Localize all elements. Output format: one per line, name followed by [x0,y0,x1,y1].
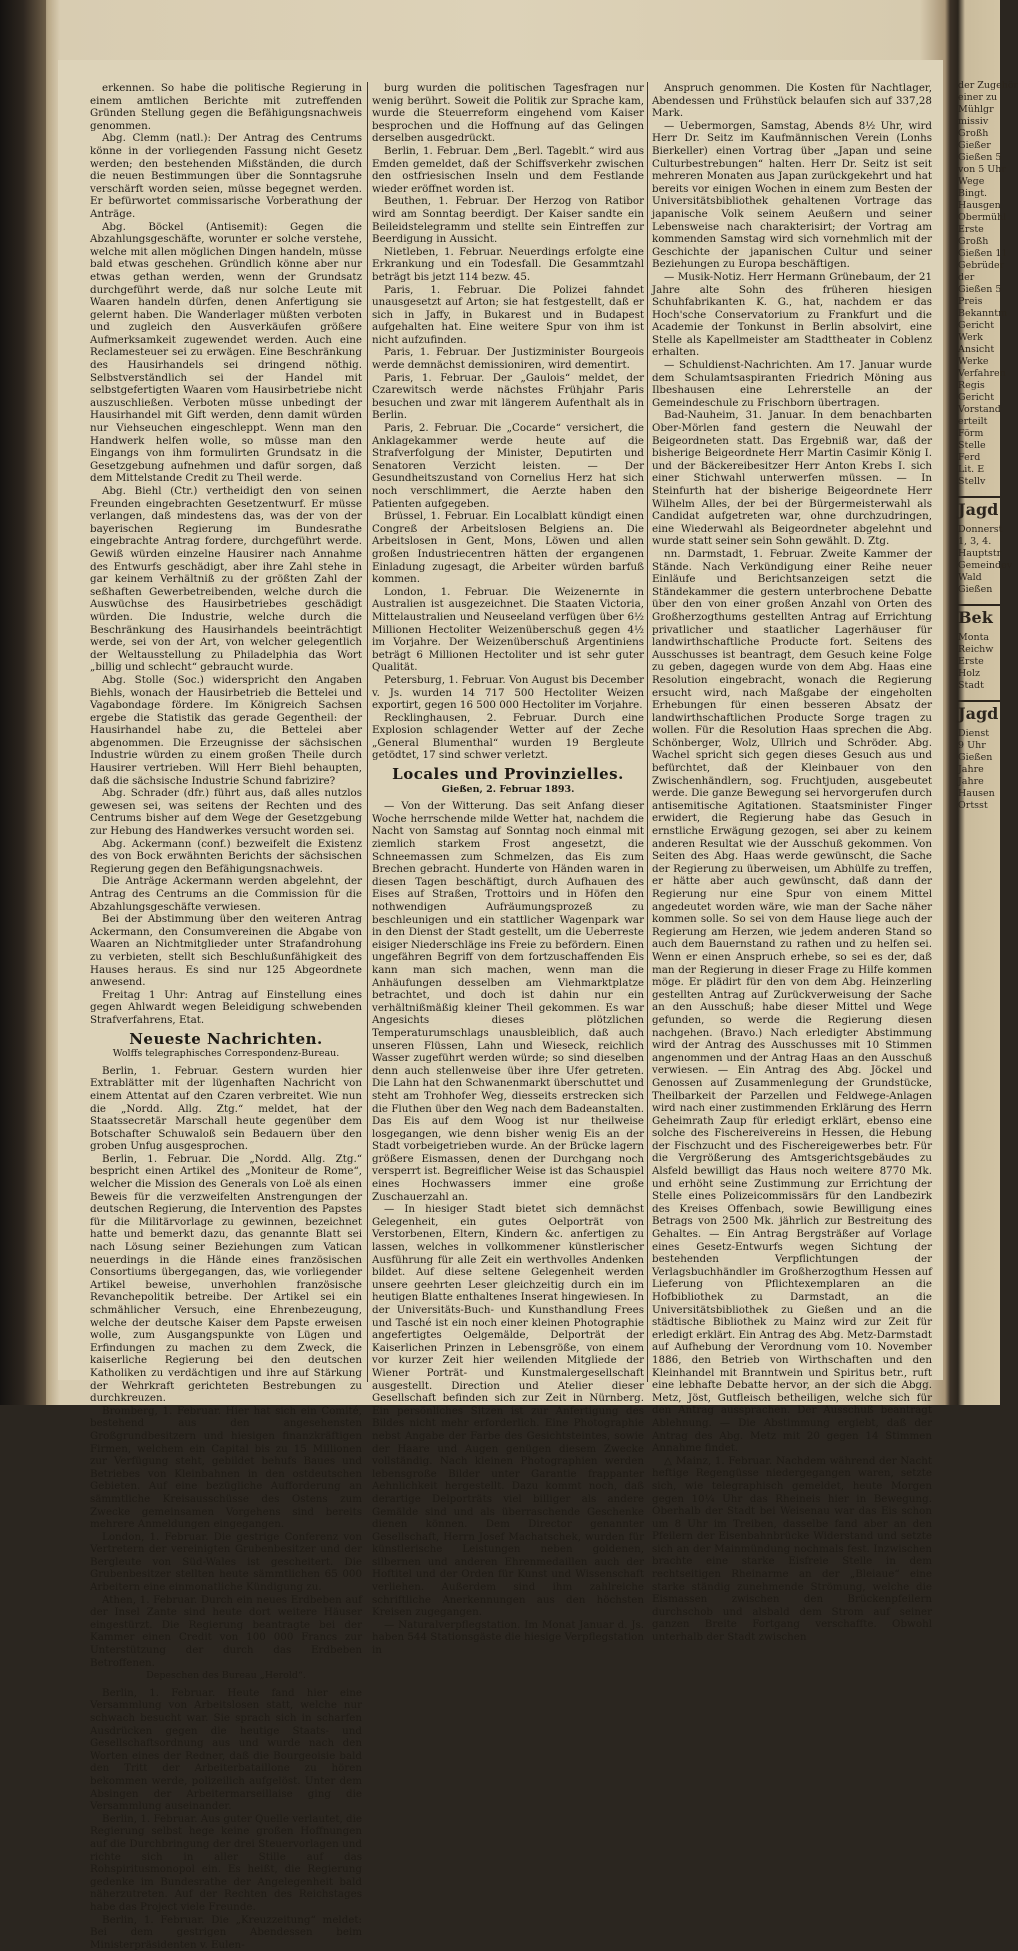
adjacent-line: Verfahren [958,368,1000,380]
local-item: Bad-Nauheim, 31. Januar. In dem benachbarten Ober-Mörlen fand gestern die Neuwahl der Beigeordneten statt. Das Ergebniß war, daß der bisherige Beigeordnete Herr Martin Casimir König I. und der Bäckereibesitzer Herr Anton Krebs I. sich einer Stichwahl unterwerfen müssen. — In Steinfurth hat der bisherige Beigeordnete Herr Wilhelm Alles, der bei der Bürgermeisterwahl als Candidat aufgetreten war, ohne durchzudringen, eine Wiederwahl als Beigeordneter abgelehnt und wurde statt seiner sein Sohn gewählt. D. Ztg. [652,409,932,548]
news-item: Bromberg, 1. Februar. Hier hat sich ein Comité, bestehend aus den angesehensten Großgrundbesitzern und hiesigen finanzkräftigen Firmen, welchem ein Capital bis zu 15 Millionen zur Verfügung steht, gebildet behufs Baues und Betriebes von Kleinbahnen in den ostdeutschen Gebieten. Auf eine bezügliche Aufforderung an sämmtliche Kreisausschüsse des Ostens zum Zwecke gemeinsamen Vorgehens sind bereits mehrere Anmeldungen eingegangen. [90,1405,362,1531]
adjacent-line: Bekanntm [958,308,1000,320]
local-item: — Musik-Notiz. Herr Hermann Grünebaum, der 21 Jahre alte Sohn des früheren hiesigen Schuhfabrikanten K. G., hat, nachdem er das Hoch'sche Conservatorium zu Frankfurt und die Academie der Tonkunst in Berlin absolvirt, eine Stelle als Kapellmeister am Stadttheater in Coblenz erhalten. [652,271,932,359]
adjacent-line: Holz [958,668,1000,680]
news-item: Berlin, 1. Februar. Gestern wurden hier Extrablätter mit der lügenhaften Nachricht von einem Attentat auf den Czaren verbreitet. Wie nun die „Nordd. Allg. Ztg.“ meldet, hat der Staatssecretär Marschall heute gegenüber dem Botschafter Schuwaloß sein Bedauern über den groben Unfug ausgesprochen. [90,1065,362,1153]
adjacent-line: Ansicht [958,344,1000,356]
column-1 [90,82,362,1392]
adjacent-line: Regis [958,380,1000,392]
adjacent-page-lines [958,80,1000,488]
news-item: Nietleben, 1. Februar. Neuerdings erfolgte eine Erkrankung und ein Todesfall. Die Gesammtzahl beträgt bis jetzt 114 bezw. 45. [372,246,644,284]
adjacent-page-lines [958,524,1000,596]
adjacent-line: Stadt [958,680,1000,692]
adjacent-line: der Zugehör [958,80,1000,92]
adjacent-line: Erste [958,224,1000,236]
adjacent-line: Gebrüder [958,260,1000,272]
adjacent-line: Obermühl [958,212,1000,224]
local-item: — In hiesiger Stadt bietet sich demnächst Gelegenheit, ein gutes Oelporträt von Verstorbenen, Eltern, Kindern &c. anfertigen zu lassen, welches in vollkommener künstlerischer Ausführung für alle Zeit ein werthvolles Andenken bildet. Auf diese seltene Gelegenheit werden unsere geehrten Leser gleichzeitig durch ein im heutigen Blatte enthaltenes Inserat hingewiesen. In der Universitäts-Buch- und Kunsthandlung Frees und Tasché ist ein noch einer kleinen Photographie angefertigtes Oelgemälde, Delporträt der Kaiserlichen Prinzen in Lebensgröße, von einem vor kurzer Zeit hier weilenden Mitgliede der Wiener Porträt- und Kunstmalergesellschaft ausgestellt. Direction und Atelier dieser Gesellschaft befinden sich zur Zeit in Nürnberg. Ein persönliches Sitzen ist zur Anfertigung des Bildes nicht mehr erforderlich. Eine Photographie nebst Angabe der Farbe des Gesichtsteintes, sowie der Haare und Augen genügen diesem Zwecke vollständig. Nach kleinen Photographien werden lebensgroße Bilder unter Garantie frappanter Aehnlichkeit hergestellt. Dazu kommt noch, daß derartige Delporträts viel billiger als andere Gemälde sind und als überraschende Geschenke dienen können. Dem Director genannter Gesellschaft, Herrn Josef Machatschek, wurden für künstlerische Leistungen neben goldenen, silbernen und anderen Ehrenmedaillen auch der Hoftitel und der Orden für Kunst und Wissenschaft verliehen. Außerdem sind ihm zahlreiche schriftliche Anerkennungen aus den höchsten Kreisen zugegangen. [372,1203,644,1619]
adjacent-line: Donnerst [958,524,1000,536]
news-item: London, 1. Februar. Die Weizenernte in Australien ist ausgezeichnet. Die Staaten Victoria, Mittelaustralien und Neuseeland verfügen über 6½ Millionen Hectoliter Weizenüberschuß gegen 4½ im Vorjahre. Der Weizenüberschuß Argentiniens beträgt 6 Millionen Hectoliter und ist sehr guter Qualität. [372,586,644,674]
column-rule-1 [367,82,368,1382]
paragraph: Freitag 1 Uhr: Antrag auf Einstellung eines gegen Ahlwardt wegen Beleidigung schwebenden Strafverfahrens, Etat. [90,989,362,1027]
adjacent-line: Förm [958,428,1000,440]
adjacent-line: Gericht [958,392,1000,404]
book-binding [0,0,46,1405]
adjacent-line: Ortsst [958,800,1000,812]
adjacent-line: 1, 3, 4. [958,536,1000,548]
adjacent-line: Mühlgr [958,104,1000,116]
local-item: — Von der Witterung. Das seit Anfang dieser Woche herrschende milde Wetter hat, nachdem die Nacht von Samstag auf Sonntag noch einmal mit ziemlich starkem Frost angesetzt, die Schneemassen zum Schmelzen, das Eis zum Brechen gebracht. Hunderte von Händen waren in diesen Tagen beschäftigt, durch Aufhauen des Eises auf Straßen, Trottoirs und in Höfen den nothwendigen Aufräumungsprozeß zu beschleunigen und ein stattlicher Wagenpark war in den Dienst der Stadt gestellt, um die Ueberreste eisiger Niederschläge ins Freie zu befördern. Einen ungefähren Begriff von dem fortzuschaffenden Eis kann man sich machen, wenn man die Anhäufungen desselben am Viehmarktplatze betrachtet, und doch ist dahin nur ein verhältnißmäßig kleiner Theil gekommen. Es war Angesichts dieses plötzlichen Temperaturumschlags unausbleiblich, daß auch unseren Flüssen, Lahn und Wieseck, reichlich Wasser zugeführt werden würde; so sind dieselben denn auch stellenweise über ihre Ufer getreten. Die Lahn hat den Schwanenmarkt überschuttet und steht am Trohhofer Weg, diesseits erstrecken sich die Fluthen über den Weg nach dem Badeanstalten. Das Eis auf dem Woog ist nur theilweise losgegangen, wie denn bisher wenig Eis an der Stadt vorbeigetrieben wurde. An der Brücke lagern größere Eismassen, denen der Durchgang noch versperrt ist. Begreiflicher Weise ist das Schauspiel eines Hochwassers immer eine große Zuschauerzahl an. [372,800,644,1203]
news-item: Brüssel, 1. Februar. Ein Localblatt kündigt einen Congreß der Arbeitslosen Belgiens an. Die Arbeitslosen in Gent, Mons, Löwen und allen großen Industriecentren hätten der ergangenen Einladung zugesagt, die Arbeiter würden barfuß kommen. [372,510,644,586]
adjacent-line: einer zu [958,92,1000,104]
column-2 [372,82,644,1392]
adjacent-line: Großh [958,236,1000,248]
paragraph: Abg. Biehl (Ctr.) vertheidigt den von seinen Freunden eingebrachten Gesetzentwurf. Er müsse verlangen, daß mindestens das, was der von der bayerischen Regierung im Bundesrathe eingebrachte Antrag fordere, durchgeführt werde. Gewiß würden einzelne Hausirer nach Annahme des Entwurfs geschädigt, aber ihre Zahl stehe in gar keinem Verhältniß zu der größten Zahl der seßhaften Gewerbetreibenden, welche durch die Auswüchse des Hausirbetriebes geschädigt würden. Die Industrie, welche durch die Beschränkung des Hausirhandels beeinträchtigt werde, sei von der Art, von welcher gelegentlich der Weltausstellung zu Philadelphia das Wort „billig und schlecht“ gebraucht wurde. [90,485,362,674]
adjacent-line: Werk [958,332,1000,344]
adjacent-line: Gericht [958,320,1000,332]
news-item: Paris, 1. Februar. Der „Gaulois“ meldet, der Czarewitsch werde nächstes Frühjahr Paris besuchen und zwar mit längerem Aufenthalt als in Berlin. [372,372,644,422]
news-item: Athen, 1. Februar. Durch ein neues Erdbeben auf der Insel Zante sind heute dort weitere Häuser eingestürzt. Die Regierung beantragte bei der Kammer einen Credit von 100 000 Francs zur Unterstützung der durch das Erdbeben Betroffenen. [90,1594,362,1670]
adjacent-line: von 5 Uhr [958,164,1000,176]
news-item: Beuthen, 1. Februar. Der Herzog von Ratibor wird am Sonntag beerdigt. Der Kaiser sandte ein Beileidstelegramm und stellte sein Eintreffen zur Beerdigung in Aussicht. [372,195,644,245]
adjacent-line: Gemeindev [958,560,1000,572]
paragraph: Die Anträge Ackermann werden abgelehnt, der Antrag des Centrums an die Commission für die Abzahlungsgeschäfte verwiesen. [90,875,362,913]
adjacent-line: Werke [958,356,1000,368]
adjacent-heading: Jagd [958,700,1000,724]
adjacent-line: Jahre [958,764,1000,776]
adjacent-line: Vorstand [958,404,1000,416]
news-item: Berlin, 1. Februar. Dem „Berl. Tageblt.“ wird aus Emden gemeldet, daß der Schiffsverkehr zwischen den ostfriesischen Inseln und dem Festlande wieder eröffnet worden ist. [372,145,644,195]
adjacent-page-lines [958,728,1000,812]
adjacent-line: Erste [958,656,1000,668]
dateline: Gießen, 2. Februar 1893. [372,784,644,797]
paragraph: Abg. Stolle (Soc.) widerspricht den Angaben Biehls, wonach der Hausirbetrieb die Bettelei und Vagabondage fördere. Im Königreich Sachsen ergebe die Statistik das gerade Gegentheil: der Hausirhandel habe zu, die Bettelei aber abgenommen. Die Erzeugnisse der sächsischen Industrie würden zu einem großen Theile durch Hausirer vertrieben. Will Herr Biehl behaupten, daß die sächsische Industrie Schund fabrizire? [90,674,362,787]
adjacent-line: Gießen [958,584,1000,596]
adjacent-line: Großh [958,128,1000,140]
column-rule-2 [647,82,648,1382]
adjacent-line: der [958,272,1000,284]
adjacent-line: Jahre [958,776,1000,788]
news-item: London, 1. Februar. Die gestrige Conferenz von Vertretern der vereinigten Grubenbesitzer und der Bergleute von Süd-Wales ist gescheitert. Die Grubenbesitzer stellten heute sämmtlichen 65 000 Arbeitern eine einmonatliche Kündigung zu. [90,1531,362,1594]
news-item: Berlin, 1. Februar. Die „Kreuzzeitung“ meldet: Bei dem gestrigen Abendessen beim Ministerpräsidenten v. Eulen- [90,1914,362,1951]
news-item: Paris, 2. Februar. Die „Cocarde“ versichert, die Anklagekammer werde heute auf die Strafverfolgung der Minister, Deputirten und Senatoren Verzicht leisten. — Der Gesundheitszustand von Cornelius Herz hat sich noch verschlimmert, die Aerzte haben den Patienten aufgegeben. [372,422,644,510]
adjacent-line: Stelle [958,440,1000,452]
news-item: Berlin, 1. Februar. Heute fand hier eine Versammlung von Arbeitslosen statt, welche nur schwach besucht war. Sie sprach sich in scharfen Ausdrücken gegen die heutige Staats- und Gesellschaftsordnung aus und wurde nach den Worten eines der Redner, daß die Bourgeoisie bald den Tritt der Arbeiterbataillone zu hören bekommen werde, polizeilich aufgelöst. Unter dem Absingen der Arbeitermarseillaise ging die Versammlung auseinander. [90,1687,362,1813]
adjacent-line: Gießer [958,140,1000,152]
adjacent-line: Gießen 5 [958,152,1000,164]
section-heading-news: Neueste Nachrichten. [90,1033,362,1046]
adjacent-line: Preis [958,296,1000,308]
adjacent-line: Dienst [958,728,1000,740]
adjacent-line: Reichw [958,644,1000,656]
adjacent-line: Stellv [958,476,1000,488]
news-item: Petersburg, 1. Februar. Von August bis December v. Js. wurden 14 717 500 Hectoliter Weizen exportirt, gegen 16 500 000 Hectoliter im Vorjahre. [372,674,644,712]
adjacent-line: Hausen [958,788,1000,800]
adjacent-page-lines [958,632,1000,692]
paragraph: Abg. Böckel (Antisemit): Gegen die Abzahlungsgeschäfte, worunter er solche verstehe, welche mit allen möglichen Dingen handeln, müsse bald etwas geschehen. Gründlich könne aber nur etwas gethan werden, wenn der Grundsatz durchgeführt werde, daß nur solche Leute mit Waaren handeln dürfen, denen Anfertigung sie gelernt haben. Die Wanderlager müßten verboten und zugleich den Ausverkäufen größere Aufmerksamkeit zugewendet werden. Auch eine Reclamesteuer sei zu erwägen. Eine Beschränkung des Hausirhandels sei dringend nöthig. Selbstverständlich sei der Handel mit selbstgefertigten Waaren vom Hausirbetriebe nicht auszuschließen. Verboten müsse unbedingt der Hausirhandel mit Gift werden, denn damit würden nur Viehseuchen eingeschleppt. Wenn man den Handwerk helfen wolle, so müsse man den Eingangs von ihm formulirten Grundsatz in die Gesetzgebung aufnehmen und dafür sorgen, daß dem Mittelstande Credit zu Theil werde. [90,221,362,485]
paragraph: Bei der Abstimmung über den weiteren Antrag Ackermann, den Consumvereinen die Abgabe von Waaren an Nichtmitglieder unter Strafandrohung zu verbieten, stellt sich Beschlußunfähigkeit des Hauses heraus. Es sind nur 125 Abgeordnete anwesend. [90,913,362,989]
adjacent-line: erteilt [958,416,1000,428]
news-item: Berlin, 1. Februar. Die „Nordd. Allg. Ztg.“ bespricht einen Artikel des „Moniteur de Rome“, welcher die Mission des Generals von Loë als einen Beweis für die verzweifelten Anstrengungen der deutschen Regierung, die Intervention des Papstes für die Militärvorlage zu gewinnen, bezeichnet hatte und bemerkt dazu, das genannte Blatt sei nach Lösung seiner Beziehungen zum Vatican neuerdings in die Hände eines französischen Consortiums übergegangen, das, wie vorliegender Artikel beweise, unverhohlen französische Revanchepolitik betreibe. Der Artikel sei ein schmählicher Versuch, eine Ehrenbezeugung, welche der deutsche Kaiser dem Papste erweisen wolle, zum Ausgangspunkte von Lügen und Erfindungen zu machen zu dem Zweck, die kaiserliche Regierung bei den deutschen Katholiken zu verdächtigen und ihre auf Stärkung der Wehrkraft gerichteten Bestrebungen zu durchkreuzen. [90,1153,362,1405]
local-item: — Uebermorgen, Samstag, Abends 8½ Uhr, wird Herr Dr. Seitz im Kaufmännischen Verein (Lonhs Bierkeller) einen Vortrag über „Japan und seine Culturbestrebungen“ halten. Herr Dr. Seitz ist seit mehreren Monaten aus Japan zurückgekehrt und hat bereits vor einigen Wochen in einem zum Besten der Universitätsbibliothek gehaltenen Vortrage das japanische Volk seinem Aeußern und seiner Lebensweise nach charakterisirt; der Vortrag am kommenden Samstag wird sich vornehmlich mit der Geschichte der japanischen Cultur und seiner Beziehungen zu Europa beschäftigen. [652,120,932,271]
local-item: Anspruch genommen. Die Kosten für Nachtlager, Abendessen und Frühstück belaufen sich auf 337,28 Mark. [652,82,932,120]
adjacent-line: missiv [958,116,1000,128]
adjacent-line: Bingt. [958,188,1000,200]
adjacent-line: Hausgen [958,200,1000,212]
adjacent-line: Gießen 11 [958,248,1000,260]
adjacent-line: Lit. E [958,464,1000,476]
adjacent-line: Hauptstr [958,548,1000,560]
paragraph: Abg. Ackermann (conf.) bezweifelt die Existenz des von Bock erwähnten Berichts der sächsischen Regierung gegen den Befähigungsnachweis. [90,838,362,876]
adjacent-line: Gießen 5 [958,284,1000,296]
local-item: — Naturalverpflegstation. Im Monat Januar d. Js. haben 544 Stationsgäste die hiesige Verpflegstation in [372,1619,644,1657]
news-item: Recklinghausen, 2. Februar. Durch eine Explosion schlagender Wetter auf der Zeche „General Blumenthal“ wurden 19 Bergleute getödtet, 17 sind schwer verletzt. [372,712,644,762]
adjacent-line: Gießen [958,752,1000,764]
column-3 [652,82,932,1392]
news-item: burg wurden die politischen Tagesfragen nur wenig berührt. Soweit die Politik zur Sprache kam, wurde die Steuerreform eingehend vom Kaiser besprochen und die Hoffnung auf das Gelingen derselben ausgedrückt. [372,82,644,145]
adjacent-heading: Jagd [958,496,1000,520]
news-item: Paris, 1. Februar. Der Justizminister Bourgeois werde demnächst demissioniren, wird dementirt. [372,346,644,371]
section-subheading: Wolffs telegraphisches Correspondenz-Bureau. [90,1048,362,1061]
adjacent-page-fragment [958,80,1000,1390]
local-item: nn. Darmstadt, 1. Februar. Zweite Kammer der Stände. Nach Verkündigung einer Reihe neuer Einläufe und Berichtsanzeigen setzt die Ständekammer die gestern unterbrochene Debatte über den von einer großen Anzahl von Orten des Großherzogthums gestellten Antrag auf Errichtung privatlicher und staatlicher Lagerhäuser für landwirthschaftliche Producte fort. Seitens des Ausschusses ist beantragt, dem Gesuch keine Folge zu geben, dagegen wurde von dem Abg. Haas eine Resolution eingebracht, wonach die Regierung ersucht wird, nach Maßgabe der eingeholten Erhebungen für einen besseren Absatz der landwirthschaftlichen Producte Sorge tragen zu wollen. Für die Resolution Haas sprechen die Abg. Schönberger, Wolz, Ullrich und Schröder. Abg. Wachel spricht sich gegen dieses Gesuch aus und befürchtet, daß der Kleinbauer von den Zwischenhändlern, sog. Fruchtjuden, ausgebeutet werde. Die ganze Bewegung sei hervorgerufen durch antisemitische Agitationen. Staatsminister Finger erwidert, die Regierung habe das Gesuch in ernstliche Erwägung gezogen, sei aber zu keinem anderen Resultat wie der Ausschuß gekommen. Von Seiten des Abg. Haas werde gewünscht, die Sache der Regierung zu überweisen, um Abhülfe zu treffen, er hätte aber auch gewünscht, daß dann der Regierung nur eine Spur von einem Mittel angedeutet worden wäre, wie man der Sache näher kommen solle. So sei von dem Hause liege auch der Regierung am Herzen, wie jedem anderen Stand so auch dem Bauernstand zu rathen und zu helfen sei. Wenn er einen Anspruch erhebe, so sei es der, daß man der Regierung in dieser Frage zu Hilfe kommen möge. Er plädirt für den von dem Abg. Heinzerling gestellten Antrag auf Zurückverweisung der Sache an den Ausschuß; habe dieser Mittel und Wege gefunden, so werde die Regierung diesen nachgehen. (Bravo.) Nach erledigter Abstimmung wird der Antrag des Ausschusses mit 10 Stimmen angenommen und der Antrag Haas an den Ausschuß verwiesen. — Ein Antrag des Abg. Jöckel und Genossen auf Zusammenlegung der Grundstücke, Theilbarkeit der Parzellen und Feldwege-Anlagen wird nach einer zustimmenden Erklärung des Herrn Geheimrath Zaup für erledigt erklärt, ebenso eine solche des Fischereivereins in Hessen, die Hebung der Fischzucht und des Fischereigewerbes betr. Für die Vergrößerung des Amtsgerichtsgebäudes zu Alsfeld bewilligt das Haus noch weitere 8770 Mk. und erhöht seine Zustimmung zur Errichtung der Stelle eines Polizeicommissärs für den Landbezirk des Kreises Offenbach, sowie Bewilligung eines Betrags von 2500 Mk. jährlich zur Bestreitung des Gehaltes. — Ein Antrag Bergsträßer auf Vorlage eines Gesetz-Entwurfs wegen Sichtung der bestehenden Verpflichtungen der Verlagsbuchhändler im Großherzogthum Hessen auf Lieferung von Pflichtexemplaren an die Hofbibliothek zu Darmstadt, an die Universitätsbibliothek zu Gießen und an die städtische Bibliothek zu Mainz wird zur Zeit für erledigt erklärt. Ein Antrag des Abg. Metz-Darmstadt auf Aufhebung der Verordnung vom 10. November 1886, den Betrieb von Wirthschaften und den Kleinhandel mit Branntwein und Spiritus betr., ruft eine lebhafte Debatte hervor, an der sich die Abgg. Metz, Jöst, Gutfleisch betheiligen, welche sich für den Antrag aussprachen. Der Ausschuß beantragt Ablehnung. — Die Abstimmung ergiebt, daß der Antrag des Abg. Metz mit 20 gegen 14 Stimmen Annahme findet. [652,548,932,1455]
local-item: — Schuldienst-Nachrichten. Am 17. Januar wurde dem Schulamtsaspiranten Friedrich Möning aus Ilbeshausen eine Lehrerstelle an der Gemeindeschule zu Frischborn übertragen. [652,359,932,409]
paragraph: Abg. Clemm (natl.): Der Antrag des Centrums könne in der vorliegenden Fassung nicht Gesetz werden; den bestehenden Mißständen, die durch die neuen Bestimmungen über die Sonntagsruhe verschärft worden seien, müsse begegnet werden. Er befürwortet commissarische Vorberathung der Anträge. [90,132,362,220]
section-heading-local: Locales und Provinzielles. [372,768,644,781]
paragraph: erkennen. So habe die politische Regierung in einem amtlichen Berichte mit zutreffenden Gründen Stellung gegen die Befähigungsnachweis genommen. [90,82,362,132]
adjacent-line: Ferd [958,452,1000,464]
adjacent-line: 9 Uhr [958,740,1000,752]
section-subheading: Depeschen des Bureau „Herold“. [90,1670,362,1683]
local-item: △ Mainz, 1. Februar. Nachdem während der Nacht heftige Regengüsse niedergegangen waren, setzte sich, wie telegraphisch gemeldet, heute Morgen gegen 10¼ Uhr das Rheineis hier in Bewegung. Oberhalb der Stadt bei Weisenau war das Eis schon um 8 Uhr im Treiben, dasselbe fand aber an den Pfeilern der Eisenbahnbrücke Widerstand und setzte sich an der Mainmündung nochmals fest. Inzwischen brachte eine starke Eisfreie Stelle in dem rechtseitigen Rheinarme an der „Bleiaue“ eine starke ständig zunehmende Strömung, welche die Eismassen zwischen den Brückenpfeilern durchschob und alsbald dem Strom auf seiner ganzen Breite Fortgang verschaffte. Obwohl unterhalb der Stadt zwischen [652,1455,932,1644]
adjacent-line: Wege [958,176,1000,188]
adjacent-heading: Bek [958,604,1000,628]
news-item: Paris, 1. Februar. Die Polizei fahndet unausgesetzt auf Arton; sie hat festgestellt, daß er sich in Jaffy, in Bukarest und in Budapest aufgehalten hat. Eine weitere Spur von ihm ist nicht aufzufinden. [372,284,644,347]
paragraph: Abg. Schrader (dfr.) führt aus, daß alles nutzlos gewesen sei, was seitens der Rechten und des Centrums bisher auf dem Wege der Gesetzgebung zur Hebung des Handwerkes versucht worden sei. [90,787,362,837]
news-item: Berlin, 1. Februar. Aus guter Quelle verlautet, die Regierung selbst hege keine großen Hoffnungen auf die Durchbringung der drei Steuervorlagen und richte sich in aller Stille auf das Rohspiritusmonopol ein. Es heißt, die Regierung gedenke im Bundesrathe der Angelegenheit bald näherzutreten. Auf der Rechten des Reichstages habe das Project viele Freunde. [90,1813,362,1914]
adjacent-line: Monta [958,632,1000,644]
adjacent-line: Wald [958,572,1000,584]
